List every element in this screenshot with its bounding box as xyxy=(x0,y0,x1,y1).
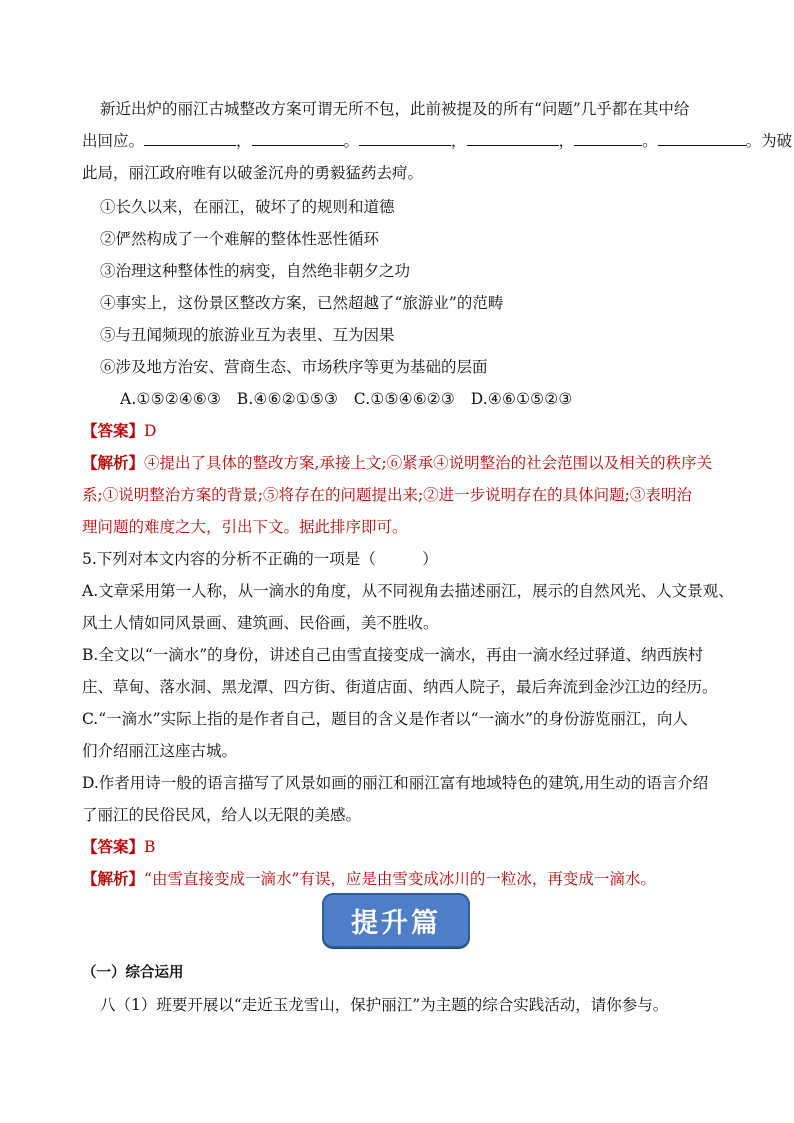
sep-5: 。 xyxy=(642,132,658,150)
analysis-1-line-2: 系;①说明整治方案的背景;⑤将存在的问题提出来;②进一步说明存在的具体问题;③表明治 xyxy=(82,486,692,504)
option-c-line-2: 们介绍丽江这座古城。 xyxy=(82,742,238,760)
option-b-line-2: 庄、草甸、落水洞、黑龙潭、四方街、街道店面、纳西人院子，最后奔流到金沙江边的经历。 xyxy=(82,678,718,696)
blank-5 xyxy=(574,131,642,146)
answer-tag: 【答案】 xyxy=(82,421,145,440)
sep-1: ， xyxy=(236,132,252,150)
analysis-text: ④提出了具体的整改方案,承接上文;⑥紧承④说明整治的社会范围以及相关的秩序关 xyxy=(144,454,713,472)
answer-value: B xyxy=(144,838,156,856)
sentence-3: ③治理这种整体性的病变，自然绝非朝夕之功 xyxy=(100,262,411,280)
analysis-text: “由雪直接变成一滴水”有误，应是由雪变成冰川的一粒冰，再变成一滴水。 xyxy=(144,870,656,888)
section-badge: 提升篇 xyxy=(322,893,470,948)
option-b-line-1: B.全文以“一滴水”的身份，讲述自己由雪直接变成一滴水，再由一滴水经过驿道、纳西族村 xyxy=(82,646,704,664)
analysis-1-line-1 xyxy=(82,452,712,474)
sep-4: ， xyxy=(558,132,575,150)
intro-line-3: 此局，丽江政府唯有以破釜沉舟的勇毅猛药去疴。 xyxy=(82,164,424,182)
blank-1 xyxy=(144,131,236,146)
option-d-line-2: 了丽江的民俗民风，给人以无限的美感。 xyxy=(82,806,362,824)
section-heading: （一）综合运用 xyxy=(82,964,184,981)
intro-line-2-end: 。为破 xyxy=(745,132,793,150)
option-c-line-1: C.“一滴水”实际上指的是作者自己，题目的含义是作者以“一滴水”的身份游览丽江，向人 xyxy=(82,710,688,728)
blank-3 xyxy=(359,131,451,146)
blank-2 xyxy=(252,131,344,146)
sentence-4: ④事实上，这份景区整改方案，已然超越了“旅游业”的范畴 xyxy=(100,294,504,312)
answer-tag: 【答案】 xyxy=(82,837,145,856)
option-a-line-1: A.文章采用第一人称，从一滴水的角度，从不同视角去描述丽江，展示的自然风光、人文景观、 xyxy=(82,582,734,600)
choices: A.①⑤②④⑥③ B.④⑥②①⑤③ C.①⑤④⑥②③ D.④⑥①⑤②③ xyxy=(120,390,573,408)
analysis-1-line-3: 理问题的难度之大，引出下文。据此排序即可。 xyxy=(82,518,408,536)
answer-2 xyxy=(82,836,155,858)
intro-line-2 xyxy=(82,130,792,152)
option-d-line-1: D.作者用诗一般的语言描写了风景如画的丽江和丽江富有地域特色的建筑,用生动的语言介绍 xyxy=(82,774,709,792)
analysis-tag: 【解析】 xyxy=(82,453,145,472)
question-5-stem: 5.下列对本文内容的分析不正确的一项是（ ） xyxy=(82,550,438,568)
sentence-6: ⑥涉及地方治安、营商生态、市场秩序等更为基础的层面 xyxy=(100,358,488,376)
analysis-2 xyxy=(82,868,656,890)
sep-3: ， xyxy=(451,132,467,150)
answer-value: D xyxy=(144,422,157,440)
sentence-2: ②俨然构成了一个难解的整体性恶性循环 xyxy=(100,230,380,248)
option-a-line-2: 风土人情如同风景画、建筑画、民俗画，美不胜收。 xyxy=(82,614,439,632)
blank-6 xyxy=(658,131,746,146)
section-intro: 八（1）班要开展以“走近玉龙雪山，保护丽江”为主题的综合实践活动，请你参与。 xyxy=(100,996,669,1014)
intro-line-1: 新近出炉的丽江古城整改方案可谓无所不包，此前被提及的所有“问题”几乎都在其中给 xyxy=(100,100,690,118)
answer-1 xyxy=(82,420,156,442)
sentence-5: ⑤与丑闻频现的旅游业互为表里、互为因果 xyxy=(100,326,395,344)
sentence-1: ①长久以来，在丽江，破坏了的规则和道德 xyxy=(100,198,395,216)
sep-2: 。 xyxy=(343,132,360,150)
intro-line-2-start: 出回应。 xyxy=(82,132,145,150)
blank-4 xyxy=(467,131,559,146)
analysis-tag: 【解析】 xyxy=(82,869,145,888)
